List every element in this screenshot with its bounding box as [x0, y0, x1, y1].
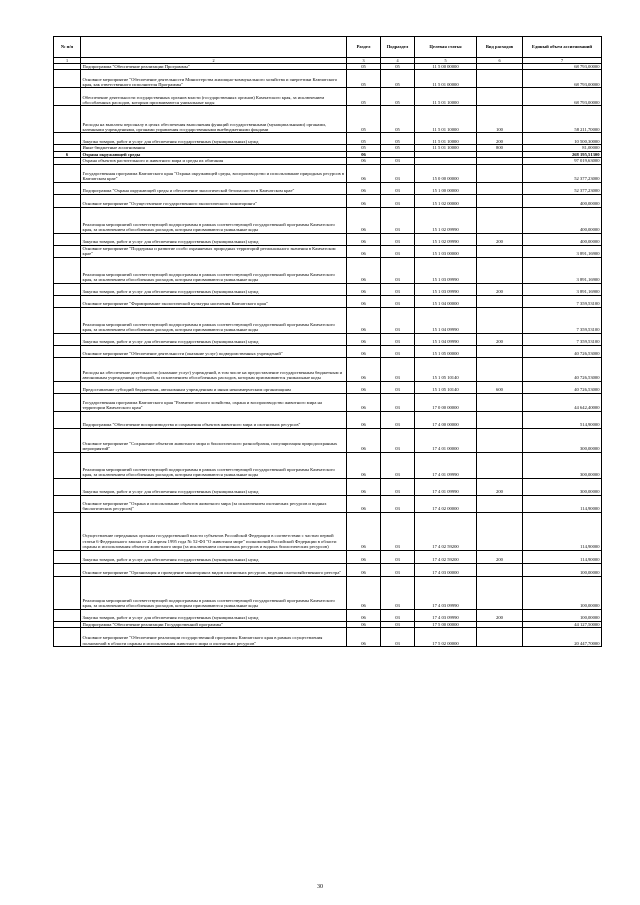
row-target-article: 11 5 01 10000 [415, 133, 477, 145]
row-expense-type [477, 576, 523, 609]
table-row [54, 106, 602, 133]
row-amount: 114,90000 [523, 512, 602, 550]
row-podrazdel: 05 [381, 70, 415, 88]
row-name: Расходы на обеспечение деятельности (оказание услуг) учреждений, в том числе на предоставление государственным бюджетным и автономным учреждениям субсидий, за исключением обособленных расходов, которым присваиваются уникальные коды [81, 357, 347, 381]
row-target-article: 11 5 01 10000 [415, 145, 477, 151]
row-target-article: 15 1 04 09990 [415, 307, 477, 333]
row-amount: 268 195,51300 [523, 151, 602, 157]
row-razdel: 05 [347, 70, 381, 88]
row-podrazdel: 03 [381, 233, 415, 245]
row-amount: 300,00000 [523, 452, 602, 478]
row-podrazdel: 03 [381, 621, 415, 627]
row-podrazdel: 03 [381, 495, 415, 512]
row-podrazdel: 03 [381, 307, 415, 333]
row-name: Подпрограмма "Обеспечение реализации Программы" [81, 64, 347, 70]
row-expense-type [477, 345, 523, 357]
table-row [54, 452, 602, 478]
row-podrazdel: 03 [381, 245, 415, 257]
row-number [54, 381, 81, 393]
row-podrazdel: 03 [381, 257, 415, 283]
row-name: Закупка товаров, работ и услуг для обеспечения государственных (муниципальных) нужд [81, 478, 347, 495]
row-podrazdel: 05 [381, 64, 415, 70]
row-amount: 3 891,16900 [523, 283, 602, 295]
row-amount: 81,00000 [523, 145, 602, 151]
row-podrazdel: 03 [381, 295, 415, 307]
row-amount: 3 891,16900 [523, 257, 602, 283]
row-amount: 40 726,53000 [523, 381, 602, 393]
row-expense-type [477, 628, 523, 647]
row-number [54, 283, 81, 295]
row-amount: 20 447,70000 [523, 628, 602, 647]
row-name: Реализация мероприятий соответствующей подпрограммы в рамках соответствующей государственной программы Камчатского края, за исключением обособленных расходов, которым присваиваются уникальные коды [81, 257, 347, 283]
page-number: 30 [317, 884, 323, 890]
table-row [54, 283, 602, 295]
row-amount: 7 359,53100 [523, 307, 602, 333]
row-number [54, 295, 81, 307]
row-name: Закупка товаров, работ и услуг для обеспечения государственных (муниципальных) нужд [81, 283, 347, 295]
row-number [54, 563, 81, 576]
row-expense-type: 800 [477, 145, 523, 151]
row-podrazdel: 05 [381, 133, 415, 145]
row-razdel: 06 [347, 295, 381, 307]
column-index: 3 [347, 58, 381, 64]
row-target-article: 15 1 02 09990 [415, 233, 477, 245]
table-row [54, 88, 602, 106]
row-number [54, 245, 81, 257]
row-expense-type [477, 495, 523, 512]
row-target-article: 11 5 01 10000 [415, 88, 477, 106]
row-number [54, 393, 81, 411]
row-expense-type [477, 182, 523, 194]
row-podrazdel: 05 [381, 145, 415, 151]
row-podrazdel: 03 [381, 333, 415, 345]
budget-table-page [53, 36, 601, 647]
table-row [54, 411, 602, 428]
row-amount: 10 500,30000 [523, 133, 602, 145]
table-row [54, 70, 602, 88]
row-expense-type: 100 [477, 106, 523, 133]
row-podrazdel: 03 [381, 381, 415, 393]
row-podrazdel: 03 [381, 576, 415, 609]
row-name: Основное мероприятие "Обеспечение реализации государственной программы Камчатского края в рамках осуществления полномочий в области охраны и использования животного мира и охотничьих ресурсов" [81, 628, 347, 647]
row-target-article: 17 4 02 59200 [415, 550, 477, 563]
row-podrazdel: 03 [381, 628, 415, 647]
table-row [54, 576, 602, 609]
row-podrazdel: 03 [381, 411, 415, 428]
row-target-article: 17 5 00 00000 [415, 621, 477, 627]
row-razdel: 06 [347, 609, 381, 621]
row-amount: 400,00000 [523, 207, 602, 233]
row-number [54, 70, 81, 88]
row-podrazdel: 03 [381, 512, 415, 550]
table-row [54, 609, 602, 621]
row-amount: 68 793,00000 [523, 64, 602, 70]
row-expense-type [477, 245, 523, 257]
row-number [54, 133, 81, 145]
row-name: Основное мероприятие "Обеспечение деятельности (оказание услуг) подведомственных учреждений" [81, 345, 347, 357]
row-amount: 400,00000 [523, 233, 602, 245]
row-amount: 44 127,50000 [523, 621, 602, 627]
row-expense-type [477, 563, 523, 576]
row-amount: 7 359,53100 [523, 295, 602, 307]
row-razdel: 06 [347, 550, 381, 563]
row-expense-type [477, 70, 523, 88]
row-amount: 300,00000 [523, 478, 602, 495]
row-name: Реализация мероприятий соответствующей подпрограммы в рамках соответствующей государственной программы Камчатского края, за исключением обособленных расходов, которым присваиваются уникальные коды [81, 207, 347, 233]
row-target-article: 11 5 00 00000 [415, 64, 477, 70]
row-number [54, 164, 81, 182]
row-podrazdel: 03 [381, 357, 415, 381]
row-number [54, 428, 81, 452]
row-number [54, 233, 81, 245]
table-row [54, 164, 602, 182]
row-name: Государственная программа Камчатского края "Охрана окружающей среды, воспроизводство и использование природных ресурсов в Камчатском крае" [81, 164, 347, 182]
row-target-article: 17 0 00 00000 [415, 393, 477, 411]
row-target-article: 15 1 03 09990 [415, 283, 477, 295]
column-index: 5 [415, 58, 477, 64]
row-number [54, 512, 81, 550]
row-number [54, 207, 81, 233]
row-amount: 52 377,23000 [523, 182, 602, 194]
table-row [54, 245, 602, 257]
table-row [54, 257, 602, 283]
row-expense-type [477, 428, 523, 452]
row-target-article: 15 1 03 00000 [415, 245, 477, 257]
table-row [54, 345, 602, 357]
row-target-article: 15 1 05 00000 [415, 345, 477, 357]
row-podrazdel: 03 [381, 478, 415, 495]
row-podrazdel: 03 [381, 609, 415, 621]
table-row [54, 563, 602, 576]
row-target-article: 11 5 01 10000 [415, 106, 477, 133]
row-name: Реализация мероприятий соответствующей подпрограммы в рамках соответствующей государственной программы Камчатского края, за исключением обособленных расходов, которым присваиваются уникальные коды [81, 576, 347, 609]
row-amount: 100,00000 [523, 609, 602, 621]
table-row [54, 357, 602, 381]
row-podrazdel: 03 [381, 428, 415, 452]
header-name [81, 37, 347, 58]
row-name: Осуществление переданных органам государственной власти субъектов Российской Федерации в соответствии с частью первой статьи 6 Федерального закона от 24 апреля 1995 года № 52-ФЗ "О животном мире" полномочий Российской Федерации в области охраны и использования объектов животного мира (за исключением охотничьих ресурсов и водных биологических ресурсов) [81, 512, 347, 550]
row-target-article: 15 0 00 00000 [415, 164, 477, 182]
table-row [54, 381, 602, 393]
row-razdel: 06 [347, 345, 381, 357]
row-name: Основное мероприятие "Поддержка и развитие особо охраняемых природных территорий регионального значения в Камчатском крае" [81, 245, 347, 257]
row-expense-type: 200 [477, 133, 523, 145]
header-target-article: Целевая статья [415, 37, 477, 58]
row-target-article: 17 4 03 09990 [415, 576, 477, 609]
row-name: Основное мероприятие "Формирование экологической культуры населения Камчатского края" [81, 295, 347, 307]
row-expense-type [477, 295, 523, 307]
row-razdel: 05 [347, 106, 381, 133]
header-razdel: Раздел [347, 37, 381, 58]
row-razdel: 06 [347, 478, 381, 495]
row-target-article: 15 1 04 09990 [415, 333, 477, 345]
table-row [54, 233, 602, 245]
row-number [54, 307, 81, 333]
row-podrazdel: 03 [381, 393, 415, 411]
column-index: 7 [523, 58, 602, 64]
table-body [54, 64, 602, 647]
table-row [54, 628, 602, 647]
row-razdel: 06 [347, 411, 381, 428]
table-row [54, 333, 602, 345]
row-number [54, 411, 81, 428]
row-expense-type [477, 411, 523, 428]
row-amount: 114,90000 [523, 550, 602, 563]
row-target-article: 17 4 03 09990 [415, 609, 477, 621]
row-razdel: 05 [347, 133, 381, 145]
row-razdel: 06 [347, 512, 381, 550]
row-razdel: 06 [347, 151, 381, 157]
row-razdel: 06 [347, 357, 381, 381]
row-number [54, 333, 81, 345]
row-number [54, 357, 81, 381]
header-number: № п/п [54, 37, 81, 58]
row-razdel: 06 [347, 283, 381, 295]
row-name: Основное мероприятие "Охрана и использование объектов животного мира (за исключением охотничьих ресурсов и водных биологических ресурсов)" [81, 495, 347, 512]
table-row [54, 133, 602, 145]
column-index: 1 [54, 58, 81, 64]
row-name: Основное мероприятие "Обеспечение деятельности Министерства жилищно-коммунального хозяйства и энергетики Камчатского края, как ответственного исполнителя Программы" [81, 70, 347, 88]
row-number [54, 182, 81, 194]
header-total-allocation: Единый объем ассигнований [523, 37, 602, 58]
row-number [54, 257, 81, 283]
row-expense-type [477, 164, 523, 182]
header-podrazdel: Подраздел [381, 37, 415, 58]
row-amount: 52 377,23000 [523, 164, 602, 182]
row-podrazdel: 03 [381, 158, 415, 164]
row-razdel: 06 [347, 194, 381, 207]
row-name: Охрана объектов растительного и животного мира и среды их обитания [81, 158, 347, 164]
row-name: Подпрограмма "Охрана окружающей среды и обеспечение экологической безопасности в Камчатском крае" [81, 182, 347, 194]
row-name: Предоставление субсидий бюджетным, автономным учреждениям и иным некоммерческим организациям [81, 381, 347, 393]
row-expense-type: 200 [477, 233, 523, 245]
row-razdel: 05 [347, 88, 381, 106]
table-row [54, 428, 602, 452]
table-row [54, 495, 602, 512]
row-expense-type [477, 512, 523, 550]
row-expense-type [477, 194, 523, 207]
table-row [54, 512, 602, 550]
row-razdel: 06 [347, 164, 381, 182]
row-expense-type [477, 357, 523, 381]
row-number [54, 88, 81, 106]
row-name: Иные бюджетные ассигнования [81, 145, 347, 151]
table-row [54, 478, 602, 495]
row-amount: 44 642,40000 [523, 393, 602, 411]
table-row [54, 295, 602, 307]
row-target-article: 15 1 00 00000 [415, 182, 477, 194]
row-target-article: 17 4 01 09990 [415, 478, 477, 495]
row-podrazdel: 03 [381, 164, 415, 182]
row-razdel: 06 [347, 207, 381, 233]
row-number [54, 609, 81, 621]
row-expense-type: 200 [477, 550, 523, 563]
row-razdel: 06 [347, 233, 381, 245]
row-amount: 100,00000 [523, 576, 602, 609]
row-podrazdel: 03 [381, 207, 415, 233]
row-razdel: 06 [347, 333, 381, 345]
row-expense-type: 200 [477, 333, 523, 345]
row-target-article: 17 4 02 00000 [415, 495, 477, 512]
row-name: Реализация мероприятий соответствующей подпрограммы в рамках соответствующей государственной программы Камчатского края, за исключением обособленных расходов, которым присваиваются уникальные коды [81, 307, 347, 333]
row-expense-type [477, 393, 523, 411]
row-target-article: 11 5 01 00000 [415, 70, 477, 88]
row-target-article: 15 1 03 09990 [415, 257, 477, 283]
budget-table [53, 36, 602, 647]
row-podrazdel: 03 [381, 194, 415, 207]
row-razdel: 05 [347, 145, 381, 151]
row-razdel: 06 [347, 393, 381, 411]
row-amount: 400,00000 [523, 194, 602, 207]
row-podrazdel: 03 [381, 283, 415, 295]
row-name: Закупка товаров, работ и услуг для обеспечения государственных (муниципальных) нужд [81, 609, 347, 621]
row-expense-type [477, 307, 523, 333]
row-name: Основное мероприятие "Сохранение объектов животного мира и биологического разнообразия, популяризация природоохранных мероприятий" [81, 428, 347, 452]
column-index: 4 [381, 58, 415, 64]
row-name: Закупка товаров, работ и услуг для обеспечения государственных (муниципальных) нужд [81, 133, 347, 145]
row-number [54, 628, 81, 647]
row-number [54, 576, 81, 609]
row-amount: 514,90000 [523, 411, 602, 428]
row-amount: 114,90000 [523, 495, 602, 512]
row-razdel: 06 [347, 563, 381, 576]
row-podrazdel: 05 [381, 106, 415, 133]
row-podrazdel: 03 [381, 563, 415, 576]
table-row [54, 207, 602, 233]
row-razdel: 06 [347, 381, 381, 393]
row-razdel: 05 [347, 64, 381, 70]
row-name: Закупка товаров, работ и услуг для обеспечения государственных (муниципальных) нужд [81, 550, 347, 563]
row-expense-type [477, 88, 523, 106]
row-amount: 68 793,00000 [523, 70, 602, 88]
row-amount: 3 891,16900 [523, 245, 602, 257]
row-name: Подпрограмма "Обеспечение реализации Государственной программы" [81, 621, 347, 627]
row-name: Основное мероприятие "Организация и проведение мониторинга видов охотничьих ресурсов, ведения охотхозяйственного реестра" [81, 563, 347, 576]
row-name: Реализация мероприятий соответствующей подпрограммы в рамках соответствующей государственной программы Камчатского края, за исключением обособленных расходов, которым присваиваются уникальные коды [81, 452, 347, 478]
row-razdel: 06 [347, 307, 381, 333]
table-row [54, 182, 602, 194]
row-number [54, 452, 81, 478]
row-number [54, 478, 81, 495]
row-target-article: 17 5 02 00000 [415, 628, 477, 647]
row-razdel: 06 [347, 182, 381, 194]
row-number [54, 345, 81, 357]
table-row [54, 194, 602, 207]
row-name: Закупка товаров, работ и услуг для обеспечения государственных (муниципальных) нужд [81, 333, 347, 345]
row-target-article: 17 4 02 59200 [415, 512, 477, 550]
row-target-article: 17 4 01 09990 [415, 452, 477, 478]
row-target-article: 15 1 05 10140 [415, 381, 477, 393]
row-number [54, 550, 81, 563]
row-target-article: 17 4 03 00000 [415, 563, 477, 576]
row-amount: 58 211,70000 [523, 106, 602, 133]
row-name: Государственная программа Камчатского края "Развитие лесного хозяйства, охрана и воспроизводство животного мира на территории Камчатского края" [81, 393, 347, 411]
table-row [54, 550, 602, 563]
row-amount: 40 726,53000 [523, 345, 602, 357]
row-razdel: 06 [347, 576, 381, 609]
row-number [54, 495, 81, 512]
row-razdel: 06 [347, 428, 381, 452]
row-amount: 300,00000 [523, 428, 602, 452]
row-razdel: 06 [347, 628, 381, 647]
row-number [54, 106, 81, 133]
row-expense-type [477, 452, 523, 478]
row-razdel: 06 [347, 495, 381, 512]
row-name: Расходы на выплаты персоналу в целях обеспечения выполнения функций государственными (муниципальными) органами, казенными учреждениями, органами управления государственными внебюджетными фондами [81, 106, 347, 133]
row-podrazdel: 03 [381, 345, 415, 357]
column-index: 6 [477, 58, 523, 64]
row-expense-type [477, 257, 523, 283]
row-razdel: 06 [347, 257, 381, 283]
row-razdel: 06 [347, 158, 381, 164]
row-target-article: 15 1 02 09990 [415, 207, 477, 233]
row-target-article: 15 1 04 00000 [415, 295, 477, 307]
row-podrazdel: 03 [381, 550, 415, 563]
row-expense-type: 200 [477, 283, 523, 295]
table-row [54, 307, 602, 333]
row-name: Закупка товаров, работ и услуг для обеспечения государственных (муниципальных) нужд [81, 233, 347, 245]
row-razdel: 06 [347, 245, 381, 257]
row-expense-type: 200 [477, 478, 523, 495]
row-amount: 40 726,53000 [523, 357, 602, 381]
row-podrazdel: 05 [381, 88, 415, 106]
row-amount: 68 793,00000 [523, 88, 602, 106]
row-number: 6 [54, 151, 81, 157]
row-razdel: 06 [347, 621, 381, 627]
row-target-article: 17 4 01 00000 [415, 428, 477, 452]
row-target-article: 15 1 05 10140 [415, 357, 477, 381]
header-expense-type: Вид расходов [477, 37, 523, 58]
row-name: Основное мероприятие "Осуществление государственного экологического мониторинга" [81, 194, 347, 207]
row-podrazdel: 03 [381, 452, 415, 478]
row-name: Обеспечение деятельности государственных органов власти (государственных органов) Камчатского края, за исключением обособленных расходов, которым присваиваются уникальные коды [81, 88, 347, 106]
row-expense-type: 600 [477, 381, 523, 393]
row-target-article: 15 1 02 00000 [415, 194, 477, 207]
row-expense-type [477, 207, 523, 233]
table-row [54, 393, 602, 411]
row-amount: 7 359,53100 [523, 333, 602, 345]
row-razdel: 06 [347, 452, 381, 478]
row-amount: 100,00000 [523, 563, 602, 576]
row-name: Охрана окружающей среды [81, 151, 347, 157]
row-podrazdel: 03 [381, 182, 415, 194]
row-number [54, 194, 81, 207]
row-amount: 97 019,63000 [523, 158, 602, 164]
row-expense-type: 200 [477, 609, 523, 621]
row-name: Подпрограмма "Обеспечение воспроизводства и сохранения объектов животного мира и охотничьих ресурсов" [81, 411, 347, 428]
table-header-row [54, 37, 602, 58]
column-index: 2 [81, 58, 347, 64]
row-target-article: 17 4 00 00000 [415, 411, 477, 428]
